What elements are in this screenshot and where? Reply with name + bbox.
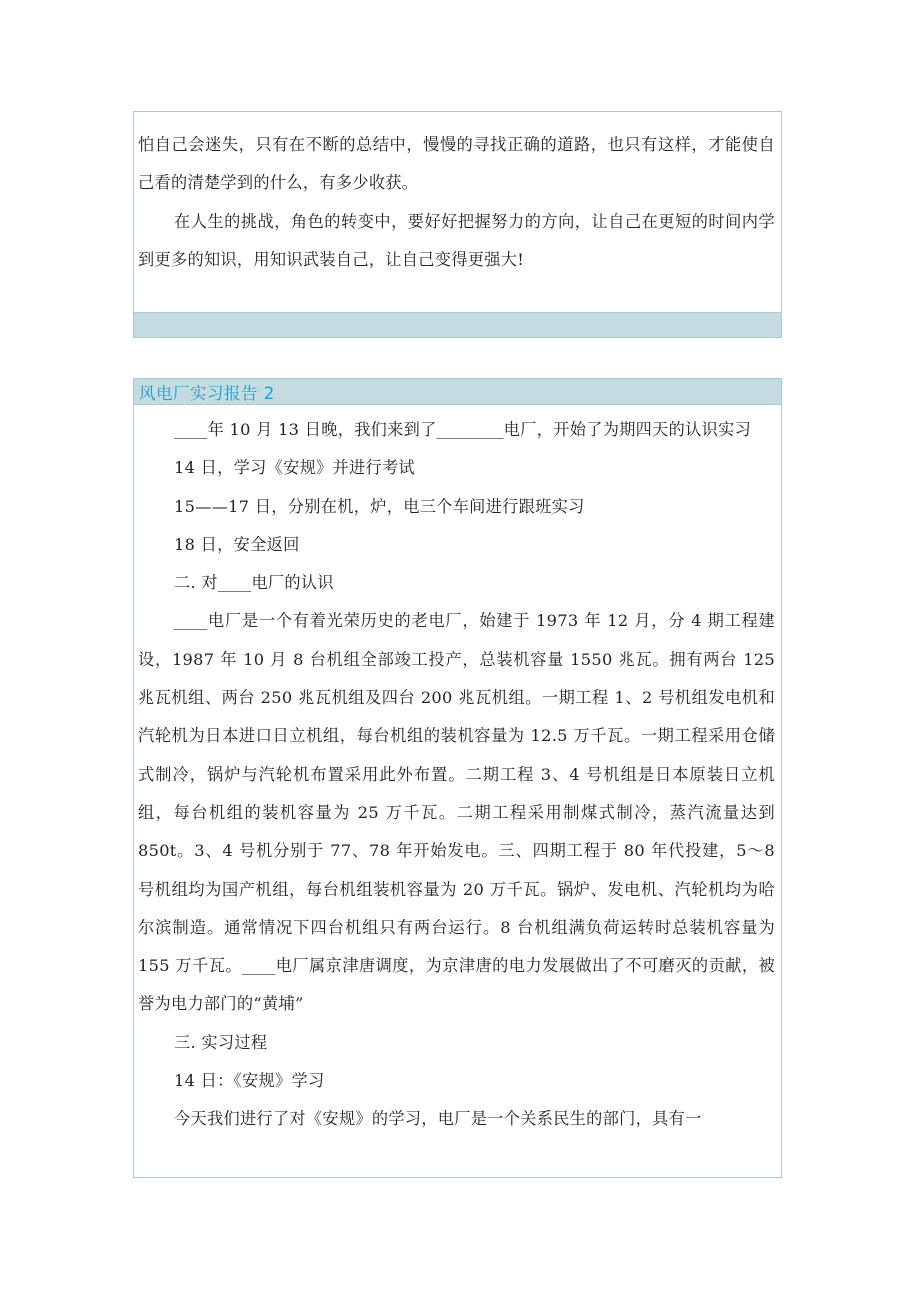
paragraph-heading: 三. 实习过程: [174, 1032, 268, 1052]
section-title: 风电厂实习报告 2: [139, 383, 275, 403]
section-2-body: [134, 405, 781, 1139]
paragraph: ____电厂是一个有着光荣历史的老电厂，始建于 1973 年 12 月，分 4 期工程建设，1987 年 10 月 8 台机组全部竣工投产，总装机容量 1550 兆瓦。拥有两台 125 兆瓦机组、两台 250 兆瓦机组及四台 200 兆瓦机组。一期工程 1、2 号机组发电机和汽轮机为日本进口日立机组，每台机组的装机容量为 12.5 万千瓦。一期工程采用仓储式制冷，锅炉与汽轮机布置采用此外布置。二期工程 3、4 号机组是日本原装日立机组，每台机组的装机容量为 25 万千瓦。二期工程采用制煤式制冷，蒸汽流量达到 850t。3、4 号机分别于 77、78 年开始发电。三、四期工程于 80 年代投建，5～8 号机组均为国产机组，每台机组装机容量为 20 万千瓦。锅炉、发电机、汽轮机均为哈尔滨制造。通常情况下四台机组只有两台运行。8 台机组满负荷运转时总装机容量为 155 万千瓦。____电厂属京津唐调度，为京津唐的电力发展做出了不可磨灭的贡献，被誉为电力部门的“黄埔”: [138, 611, 775, 1014]
paragraph: ____年 10 月 13 日晚，我们来到了________电厂，开始了为期四天的认识实习: [174, 420, 752, 439]
paragraph: 18 日，安全返回: [174, 534, 300, 554]
text-box-section-1: [133, 111, 782, 338]
paragraph: 怕自己会迷失，只有在不断的总结中，慢慢的寻找正确的道路，也只有这样，才能使自己看的清楚学到的什么，有多少收获。: [138, 135, 775, 193]
paragraph: 今天我们进行了对《安规》的学习，电厂是一个关系民生的部门，具有一: [174, 1109, 702, 1129]
paragraph: 14 日，学习《安规》并进行考试: [174, 458, 415, 478]
paragraph: 14 日：《安规》学习: [174, 1071, 325, 1091]
section-2-header: [134, 379, 781, 405]
paragraph: 15——17 日，分别在机，炉，电三个车间进行跟班实习: [174, 496, 585, 516]
section-1-body: [134, 112, 781, 279]
paragraph-heading: 二. 对____电厂的认识: [174, 573, 334, 593]
text-box-section-2: [133, 378, 782, 1178]
section-1-footer-bar: [134, 312, 781, 337]
paragraph: 在人生的挑战，角色的转变中，要好好把握努力的方向，让自己在更短的时间内学到更多的知识，用知识武装自己，让自己变得更强大!: [138, 211, 775, 269]
